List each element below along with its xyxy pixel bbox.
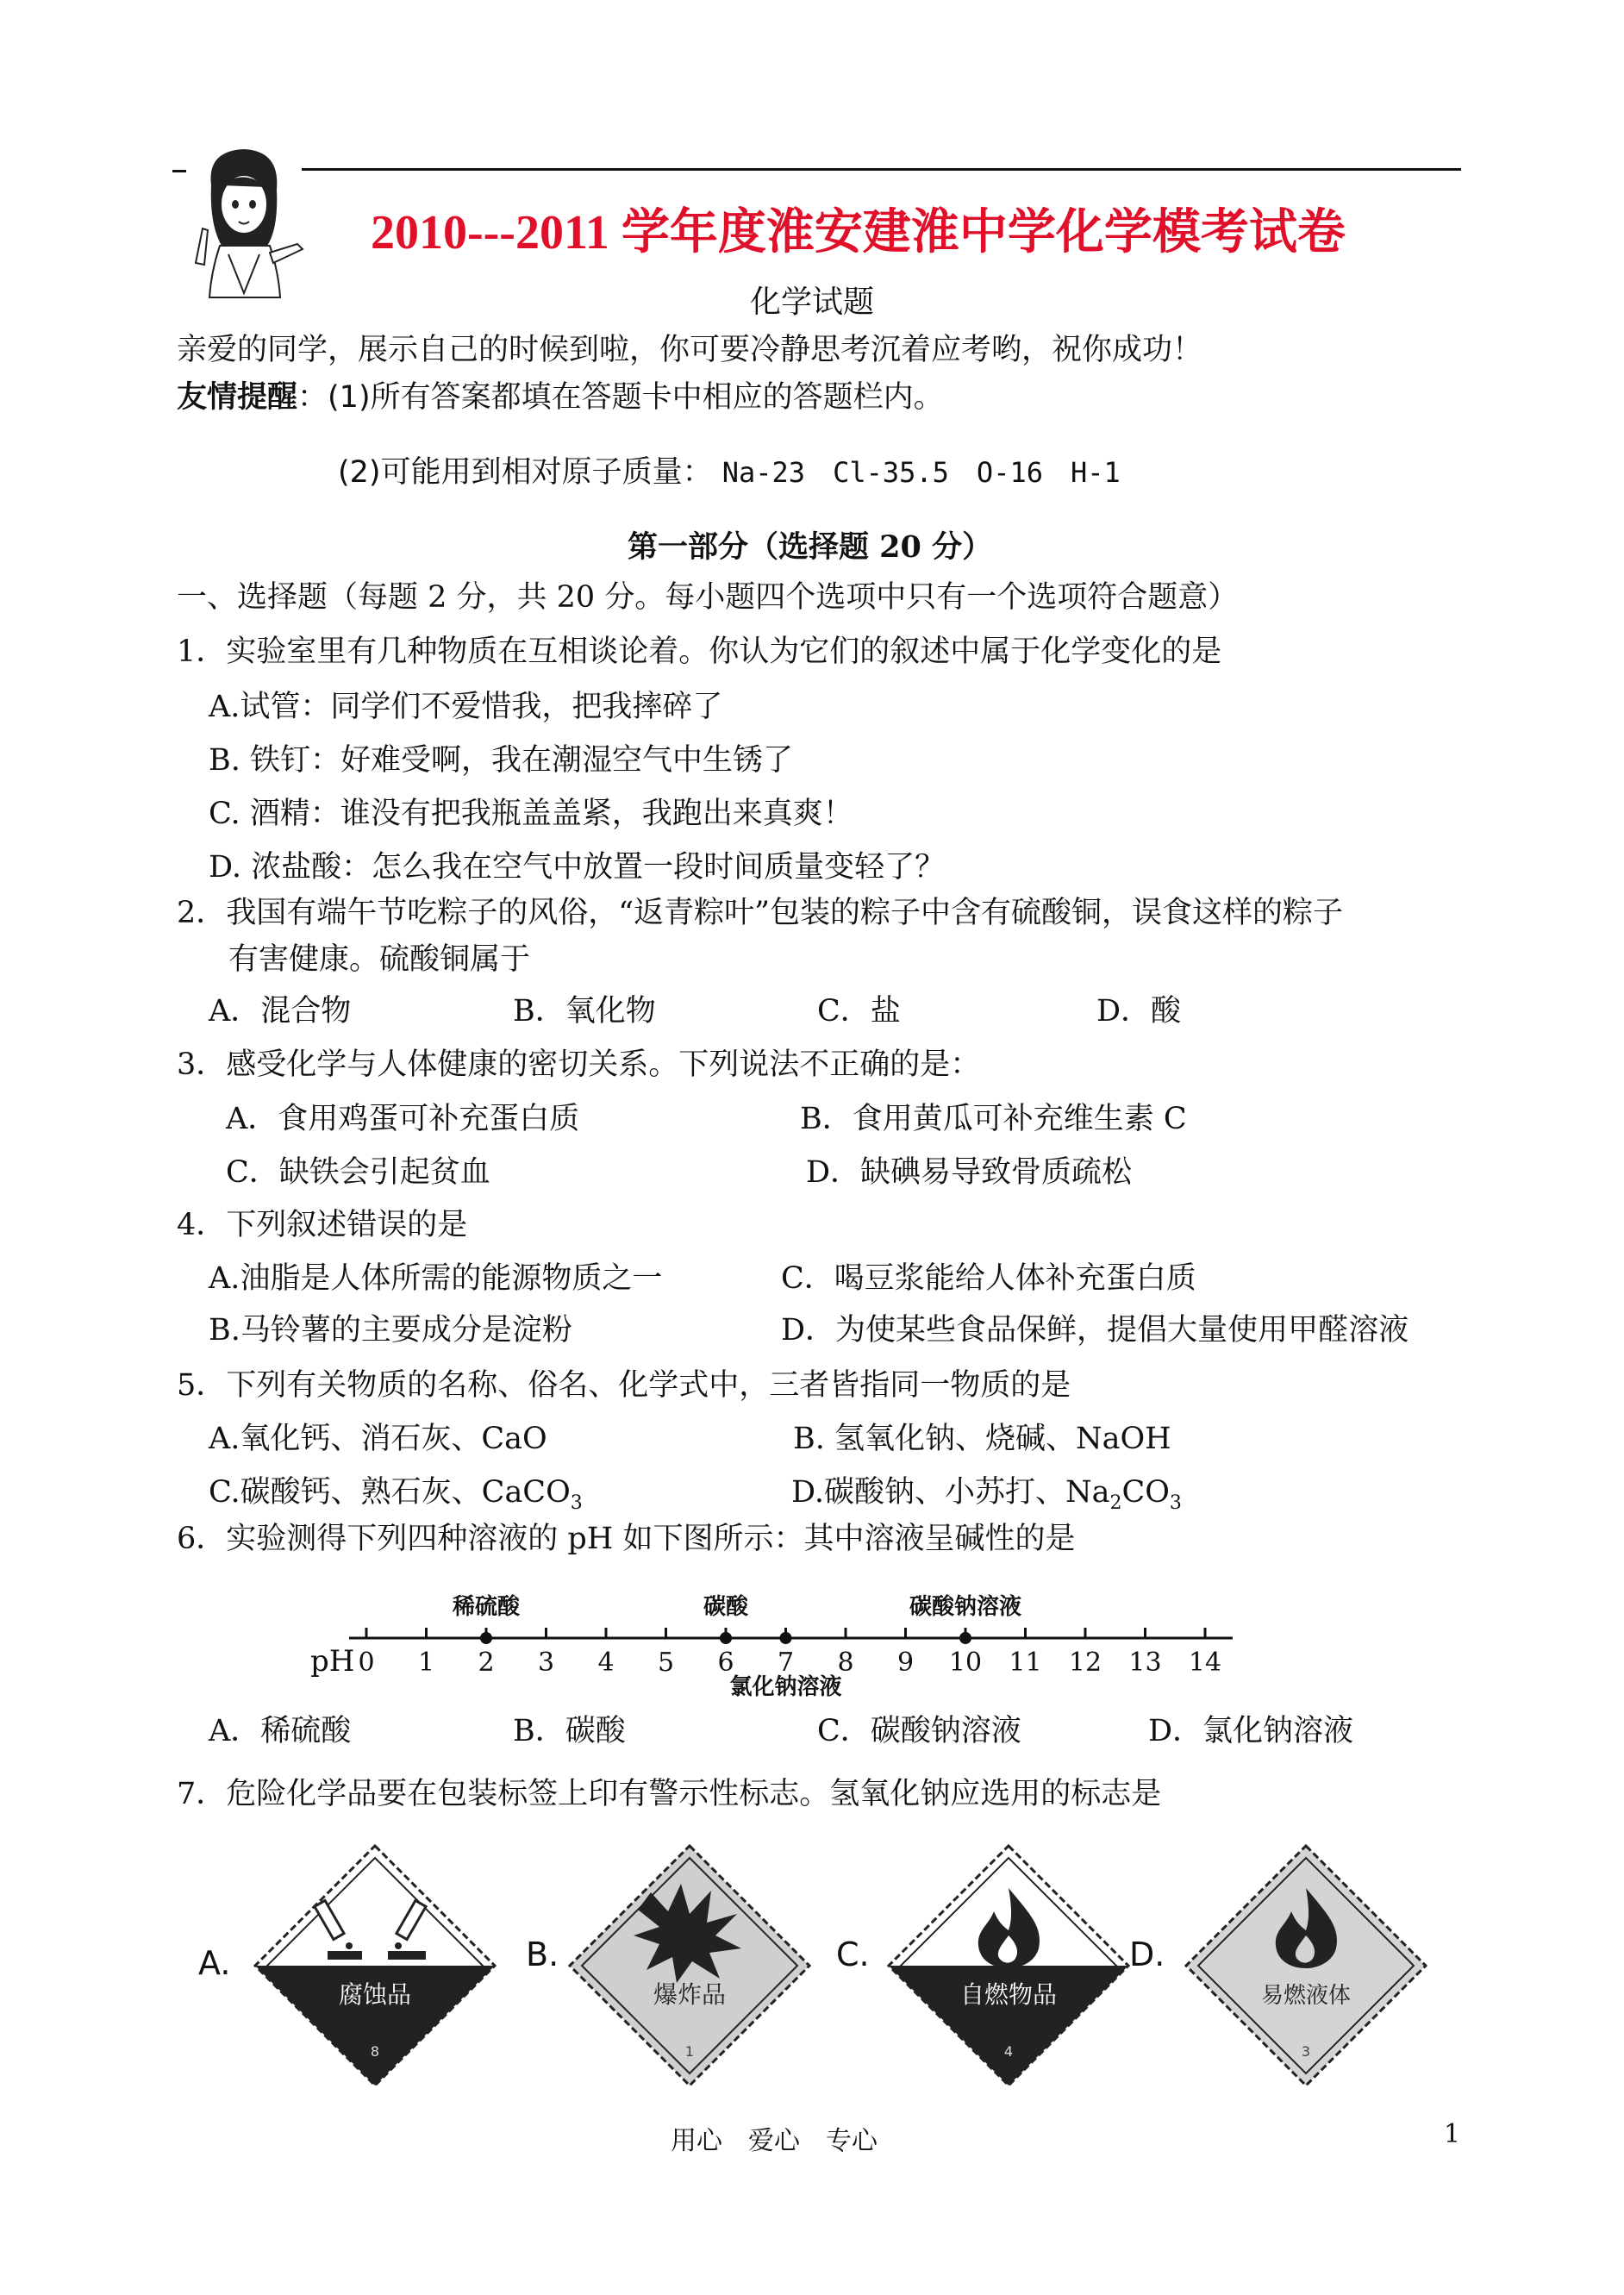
hazard-b-class: 1 xyxy=(684,2043,695,2060)
ph-marker-label: 碳酸钠溶液 xyxy=(909,1594,1022,1620)
q2-option-c: C．盐 xyxy=(817,994,901,1029)
q5-option-a: A.氧化钙、消石灰、CaO xyxy=(209,1422,547,1456)
ph-marker-dot xyxy=(480,1632,492,1644)
corrosive-sign xyxy=(250,1841,500,2091)
q1-option-b: B. 铁钉：好难受啊，我在潮湿空气中生锈了 xyxy=(209,743,793,778)
ph-tick-label: 14 xyxy=(1188,1648,1222,1678)
hazard-option-a xyxy=(198,1841,517,2091)
hazard-b-letter: B. xyxy=(526,1935,559,1973)
q6-stem: 6．实验测得下列四种溶液的 pH 如下图所示：其中溶液呈碱性的是 xyxy=(177,1522,1076,1556)
q7-stem: 7．危险化学品要在包装标签上印有警示性标志。氢氧化钠应选用的标志是 xyxy=(177,1777,1162,1811)
q4-stem: 4．下列叙述错误的是 xyxy=(177,1208,468,1242)
ph-label: pH xyxy=(310,1644,355,1679)
ph-marker-dot xyxy=(720,1632,732,1644)
tip-2-label: (2)可能用到相对原子质量： xyxy=(338,455,713,490)
ph-tick-label: 9 xyxy=(896,1648,915,1678)
hazard-c-class: 4 xyxy=(1003,2043,1014,2060)
q2-option-a: A．混合物 xyxy=(209,994,352,1029)
ph-marker-label: 碳酸 xyxy=(703,1594,749,1620)
q6-option-c: C．碳酸钠溶液 xyxy=(817,1714,1021,1748)
ph-tick-label: 13 xyxy=(1128,1648,1162,1678)
hazard-a-class: 8 xyxy=(370,2043,380,2060)
q4-option-a: A.油脂是人体所需的能源物质之一 xyxy=(209,1261,663,1296)
ph-tick-label: 1 xyxy=(417,1648,435,1678)
page-title: 2010---2011 学年度淮安建淮中学化学模考试卷 xyxy=(371,206,1346,260)
q5-option-c: C.碳酸钙、熟石灰、CaCO$_3$ xyxy=(209,1475,583,1514)
q4-option-b: B.马铃薯的主要成分是淀粉 xyxy=(209,1313,572,1348)
hazard-option-d xyxy=(1129,1841,1474,2091)
q5-stem: 5．下列有关物质的名称、俗名、化学式中，三者皆指同一物质的是 xyxy=(177,1368,1071,1403)
tip-1: ：(1)所有答案都填在答题卡中相应的答题栏内。 xyxy=(297,380,944,415)
spontaneous-combustion-sign xyxy=(884,1841,1134,2091)
ph-tick-label: 0 xyxy=(358,1648,375,1678)
ph-tick-label: 2 xyxy=(478,1648,495,1678)
hazard-option-c xyxy=(836,1841,1155,2091)
ph-tick-label: 7 xyxy=(777,1648,795,1678)
q1-option-d: D. 浓盐酸：怎么我在空气中放置一段时间质量变轻了？ xyxy=(209,850,946,885)
q3-option-c: C．缺铁会引起贫血 xyxy=(226,1155,490,1190)
explosive-sign xyxy=(565,1841,815,2091)
q1-option-c: C. 酒精：谁没有把我瓶盖盖紧，我跑出来真爽！ xyxy=(209,797,853,831)
ph-tick-label: 4 xyxy=(597,1648,615,1678)
ph-tick-label: 11 xyxy=(1009,1648,1042,1678)
q4-option-c: C．喝豆浆能给人体补充蛋白质 xyxy=(781,1261,1196,1296)
tip-line-2 xyxy=(338,453,1121,492)
page-subtitle: 化学试题 xyxy=(750,285,875,320)
q6-option-a: A．稀硫酸 xyxy=(209,1714,352,1748)
greeting: 亲爱的同学，展示自己的时候到啦，你可要冷静思考沉着应考哟，祝你成功！ xyxy=(177,333,1203,367)
atomic-masses: Na-23 Cl-35.5 O-16 H-1 xyxy=(721,456,1121,489)
ph-tick-label: 10 xyxy=(948,1648,983,1678)
hazard-d-letter: D. xyxy=(1129,1935,1165,1973)
q1-option-a: A.试管：同学们不爱惜我，把我摔碎了 xyxy=(209,690,723,724)
hazard-d-class: 3 xyxy=(1301,2043,1311,2060)
ph-tick-label: 6 xyxy=(717,1648,734,1678)
hazard-c-label: 自燃物品 xyxy=(959,1980,1058,2009)
q2-stem-2: 有害健康。硫酸铜属于 xyxy=(228,942,531,977)
q3-option-b: B．食用黄瓜可补充维生素 C xyxy=(800,1102,1187,1136)
ph-marker-label: 氯化钠溶液 xyxy=(729,1674,842,1698)
ph-marker-dot xyxy=(780,1632,792,1644)
ph-tick-label: 8 xyxy=(837,1648,854,1678)
q3-option-a: A．食用鸡蛋可补充蛋白质 xyxy=(226,1102,580,1136)
page-number: 1 xyxy=(1444,2119,1461,2149)
ph-marker-label: 稀硫酸 xyxy=(452,1594,521,1620)
q5-option-d: D.碳酸钠、小苏打、$Na_2CO_3$ xyxy=(791,1475,1182,1514)
ph-tick-label: 12 xyxy=(1068,1648,1102,1678)
hazard-c-letter: C. xyxy=(836,1935,870,1973)
girl-illustration xyxy=(177,142,306,302)
header-rule xyxy=(302,168,1461,171)
q2-stem-1: 2．我国有端午节吃粽子的风俗，“返青粽叶”包装的粽子中含有硫酸铜，误食这样的粽子 xyxy=(177,896,1344,930)
hazard-b-label: 爆炸品 xyxy=(653,1980,727,2009)
flammable-liquid-sign xyxy=(1181,1841,1431,2091)
ph-markers xyxy=(452,1593,1021,1698)
q3-option-d: D．缺碘易导致骨质疏松 xyxy=(806,1155,1133,1190)
hazard-a-letter: A. xyxy=(198,1944,231,1982)
q4-option-d: D．为使某些食品保鲜，提倡大量使用甲醛溶液 xyxy=(781,1313,1409,1348)
q1-stem: 1．实验室里有几种物质在互相谈论着。你认为它们的叙述中属于化学变化的是 xyxy=(177,635,1222,669)
part-one-heading: 第一部分（选择题 20 分） xyxy=(628,529,993,565)
hazard-signs-row xyxy=(198,1841,1474,2091)
ph-tick-label: 5 xyxy=(657,1648,675,1678)
hazard-option-b xyxy=(526,1841,845,2091)
q6-option-b: B．碳酸 xyxy=(513,1714,626,1748)
tip-label: 友情提醒 xyxy=(177,380,298,415)
q2-option-b: B．氧化物 xyxy=(513,994,656,1029)
ph-marker-dot xyxy=(959,1632,971,1644)
ph-scale xyxy=(302,1578,1250,1698)
hazard-d-label: 易燃液体 xyxy=(1260,1983,1352,2009)
q5-option-b: B. 氢氧化钠、烧碱、NaOH xyxy=(793,1422,1171,1456)
ph-tick-label: 3 xyxy=(537,1648,555,1678)
footer-motto: 用心 爱心 专心 xyxy=(671,2126,878,2156)
q2-option-d: D．酸 xyxy=(1096,994,1182,1029)
section-instructions: 一、选择题（每题 2 分，共 20 分。每小题四个选项中只有一个选项符合题意） xyxy=(177,580,1239,615)
q6-option-d: D．氯化钠溶液 xyxy=(1148,1714,1354,1748)
q3-stem: 3．感受化学与人体健康的密切关系。下列说法不正确的是： xyxy=(177,1047,981,1082)
tip-line-1 xyxy=(177,378,944,417)
hazard-a-label: 腐蚀品 xyxy=(338,1980,412,2009)
